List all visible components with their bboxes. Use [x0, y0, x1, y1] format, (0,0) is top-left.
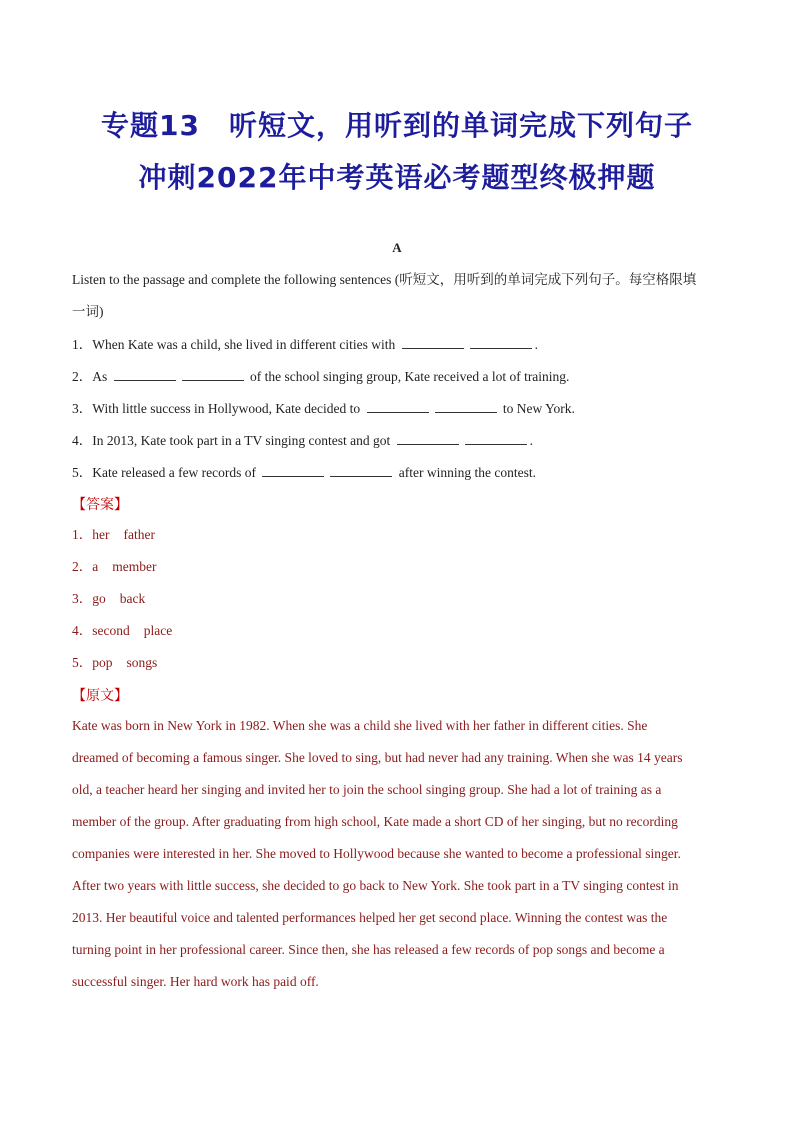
question-text-end: .: [529, 433, 533, 448]
answer-item: [72, 589, 145, 609]
answer-number: 4．: [72, 623, 93, 638]
answer-word: back: [119, 591, 146, 606]
question-1: [72, 334, 538, 355]
answer-word: pop: [92, 655, 113, 670]
original-text-line: Kate was born in New York in 1982. When she was a child she lived with her father in different cities. She: [72, 718, 648, 733]
original-text-line: 2013. Her beautiful voice and talented performances helped her get second place. Winning the contest was the: [72, 910, 668, 925]
answer-item: [72, 653, 157, 673]
answer-blank[interactable]: [465, 430, 527, 445]
original-text-line: member of the group. After graduating from high school, Kate made a short CD of her singing, but no recording: [72, 814, 678, 829]
title-line-1: 专题13 听短文，用听到的单词完成下列句子: [101, 109, 693, 142]
answer-number: 5．: [72, 655, 93, 670]
answer-blank[interactable]: [367, 398, 429, 413]
question-text: 2．As: [72, 369, 108, 384]
answer-word: father: [123, 527, 155, 542]
original-text-line: old, a teacher heard her singing and invited her to join the school singing group. She had a lot of training as a: [72, 782, 662, 797]
title-line-2: 冲刺2022年中考英语必考题型终极押题: [138, 161, 656, 194]
answer-blank[interactable]: [435, 398, 497, 413]
answer-blank[interactable]: [114, 366, 176, 381]
answer-word: place: [143, 623, 173, 638]
question-3: [72, 398, 575, 419]
instruction-line: Listen to the passage and complete the following sentences (听短文，用听到的单词完成下列句子。每空格限填: [72, 272, 697, 287]
question-text: 5．Kate released a few records of: [72, 465, 257, 480]
answer-word: her: [92, 527, 110, 542]
question-2: [72, 366, 569, 387]
answer-blank[interactable]: [262, 462, 324, 477]
answer-word: songs: [126, 655, 158, 670]
question-5: [72, 462, 536, 483]
question-text-end: .: [534, 337, 539, 352]
answer-number: 3．: [72, 591, 93, 606]
answer-item: [72, 525, 155, 545]
instruction-line: 一词): [72, 304, 104, 319]
original-text-line: successful singer. Her hard work has paid off.: [72, 974, 319, 989]
answer-word: a: [92, 559, 99, 574]
answer-word: second: [92, 623, 130, 638]
original-text-line: turning point in her professional career. Since then, she has released a few records of pop songs and become a: [72, 942, 665, 957]
question-4: [72, 430, 533, 451]
original-text-line: dreamed of becoming a famous singer. She loved to sing, but had never had any training. When she was 14 years: [72, 750, 683, 765]
section-heading: A: [392, 240, 402, 255]
question-text-end: after winning the contest.: [398, 465, 536, 480]
question-text-end: to New York.: [502, 401, 575, 416]
question-text: 3．With little success in Hollywood, Kate decided to: [72, 401, 361, 416]
answer-label: 【答案】: [72, 497, 128, 513]
answer-item: [72, 621, 172, 641]
original-text-label: 【原文】: [72, 688, 128, 704]
answer-blank[interactable]: [330, 462, 392, 477]
answer-number: 1．: [72, 527, 93, 542]
answer-number: 2．: [72, 559, 93, 574]
original-text-line: After two years with little success, she decided to go back to New York. She took part in a TV singing contest in: [72, 878, 679, 893]
answer-blank[interactable]: [470, 334, 532, 349]
answer-item: [72, 557, 156, 577]
answer-blank[interactable]: [402, 334, 464, 349]
question-text-end: of the school singing group, Kate received a lot of training.: [250, 369, 570, 384]
question-text: 4．In 2013, Kate took part in a TV singing contest and got: [72, 433, 391, 448]
answer-blank[interactable]: [182, 366, 244, 381]
answer-word: member: [112, 559, 157, 574]
question-text: 1．When Kate was a child, she lived in different cities with: [72, 337, 396, 352]
answer-word: go: [92, 591, 106, 606]
answer-blank[interactable]: [397, 430, 459, 445]
original-text-line: companies were interested in her. She moved to Hollywood because she wanted to become a professional singer.: [72, 846, 681, 861]
